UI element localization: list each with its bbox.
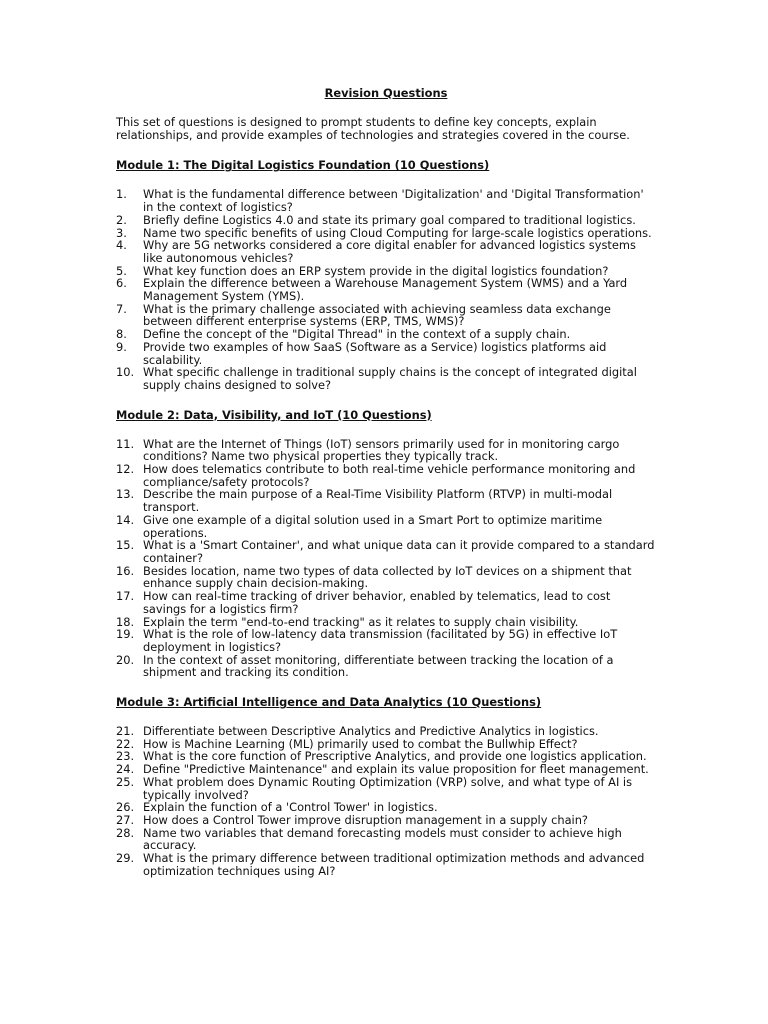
question-text: What is the fundamental difference between 'Digitalization' and 'Digital Transformation' in the context of logistics?: [143, 187, 644, 215]
question-text: What is the primary difference between traditional optimization methods and advanced optimization techniques using AI?: [143, 851, 645, 878]
question-item: [116, 590, 656, 615]
question-text: What is the primary challenge associated with achieving seamless data exchange between different enterprise systems (ERP, TMS, WMS)?: [143, 301, 611, 329]
question-text: What is the role of low-latency data transmission (facilitated by 5G) in effective IoT deployment in logistics?: [143, 627, 618, 654]
question-text: How can real-time tracking of driver behavior, enabled by telematics, lead to cost savings for a logistics firm?: [143, 589, 611, 616]
module-heading: Module 1: The Digital Logistics Foundation (10 Questions): [116, 158, 490, 173]
question-list: [116, 438, 656, 679]
question-item: [116, 488, 656, 513]
question-item: [116, 628, 656, 653]
question-item: [116, 277, 656, 302]
question-text: In the context of asset monitoring, differentiate between tracking the location of a shipment and tracking its condition.: [143, 652, 614, 680]
question-item: [116, 328, 656, 341]
question-text: Define the concept of the "Digital Thread" in the context of a supply chain.: [143, 327, 571, 342]
question-item: [116, 438, 656, 463]
question-item: [116, 303, 656, 328]
question-item: [116, 366, 656, 391]
question-item: [116, 776, 656, 801]
question-number: 11.: [116, 436, 135, 451]
question-text: Explain the difference between a Warehouse Management System (WMS) and a Yard Management System (YMS).: [143, 276, 628, 304]
question-number: 7.: [116, 301, 127, 316]
question-item: [116, 827, 656, 852]
question-number: 10.: [116, 365, 135, 380]
question-item: [116, 539, 656, 564]
document-title: Revision Questions: [324, 86, 448, 100]
question-item: [116, 239, 656, 264]
question-number: 22.: [116, 736, 135, 751]
question-item: [116, 852, 656, 877]
question-number: 24.: [116, 762, 135, 777]
question-number: 8.: [116, 327, 127, 342]
document-page: [116, 86, 656, 893]
question-text: Describe the main purpose of a Real-Time Visibility Platform (RTVP) in multi-modal transport.: [143, 487, 613, 515]
question-number: 5.: [116, 263, 127, 278]
question-text: Explain the term "end-to-end tracking" as it relates to supply chain visibility.: [143, 614, 579, 629]
question-number: 15.: [116, 538, 135, 553]
question-number: 25.: [116, 774, 135, 789]
question-text: Name two variables that demand forecasting models must consider to achieve high accuracy.: [143, 825, 622, 853]
question-number: 27.: [116, 812, 135, 827]
question-number: 13.: [116, 487, 135, 502]
module-heading: Module 2: Data, Visibility, and IoT (10 Questions): [116, 407, 432, 422]
question-text: How is Machine Learning (ML) primarily used to combat the Bullwhip Effect?: [143, 736, 578, 751]
question-number: 4.: [116, 238, 127, 253]
question-number: 23.: [116, 749, 135, 764]
question-text: Besides location, name two types of data collected by IoT devices on a shipment that enhance supply chain decision-making.: [143, 563, 632, 591]
question-number: 19.: [116, 627, 135, 642]
question-item: [116, 654, 656, 679]
question-number: 1.: [116, 187, 127, 202]
question-text: How does telematics contribute to both real-time vehicle performance monitoring and compliance/safety protocols?: [143, 462, 636, 489]
question-number: 9.: [116, 339, 127, 354]
modules-container: [116, 158, 656, 877]
question-text: What problem does Dynamic Routing Optimization (VRP) solve, and what type of AI is typically involved?: [143, 774, 633, 802]
question-number: 6.: [116, 276, 127, 291]
question-number: 2.: [116, 212, 127, 227]
question-number: 12.: [116, 462, 135, 477]
question-list: [116, 188, 656, 391]
question-text: Briefly define Logistics 4.0 and state its primary goal compared to traditional logistics.: [143, 212, 636, 227]
question-item: [116, 188, 656, 213]
question-text: What specific challenge in traditional supply chains is the concept of integrated digital supply chains designed to solve?: [143, 365, 637, 392]
question-number: 26.: [116, 800, 135, 815]
question-text: What is a 'Smart Container', and what unique data can it provide compared to a standard container?: [143, 538, 655, 565]
question-text: Define "Predictive Maintenance" and explain its value proposition for fleet management.: [143, 762, 649, 777]
question-number: 17.: [116, 589, 135, 604]
question-list: [116, 725, 656, 877]
question-number: 21.: [116, 724, 135, 739]
question-item: [116, 565, 656, 590]
question-number: 29.: [116, 851, 135, 866]
module-heading: Module 3: Artificial Intelligence and Data Analytics (10 Questions): [116, 695, 542, 710]
question-text: Provide two examples of how SaaS (Software as a Service) logistics platforms aid scalability.: [143, 339, 607, 367]
question-text: Give one example of a digital solution used in a Smart Port to optimize maritime operations.: [143, 512, 603, 540]
question-text: Differentiate between Descriptive Analytics and Predictive Analytics in logistics.: [143, 724, 599, 739]
question-number: 14.: [116, 512, 135, 527]
question-item: [116, 814, 656, 827]
question-text: Explain the function of a 'Control Tower' in logistics.: [143, 800, 438, 815]
question-number: 16.: [116, 563, 135, 578]
question-item: [116, 463, 656, 488]
question-number: 3.: [116, 225, 127, 240]
question-text: Why are 5G networks considered a core digital enabler for advanced logistics systems like autonomous vehicles?: [143, 238, 636, 265]
question-item: [116, 514, 656, 539]
question-number: 18.: [116, 614, 135, 629]
question-text: What key function does an ERP system provide in the digital logistics foundation?: [143, 263, 609, 278]
question-number: 28.: [116, 825, 135, 840]
question-text: Name two specific benefits of using Cloud Computing for large-scale logistics operations.: [143, 225, 652, 240]
question-item: [116, 725, 656, 738]
question-text: How does a Control Tower improve disruption management in a supply chain?: [143, 812, 588, 827]
document-intro: This set of questions is designed to prompt students to define key concepts, explain relationships, and provide examples of technologies and strategies covered in the course.: [116, 115, 630, 143]
question-item: [116, 214, 656, 227]
question-text: What are the Internet of Things (IoT) sensors primarily used for in monitoring cargo conditions? Name two physical properties they typically track.: [143, 436, 620, 464]
question-item: [116, 341, 656, 366]
question-number: 20.: [116, 652, 135, 667]
question-text: What is the core function of Prescriptive Analytics, and provide one logistics application.: [143, 749, 647, 764]
question-item: [116, 763, 656, 776]
